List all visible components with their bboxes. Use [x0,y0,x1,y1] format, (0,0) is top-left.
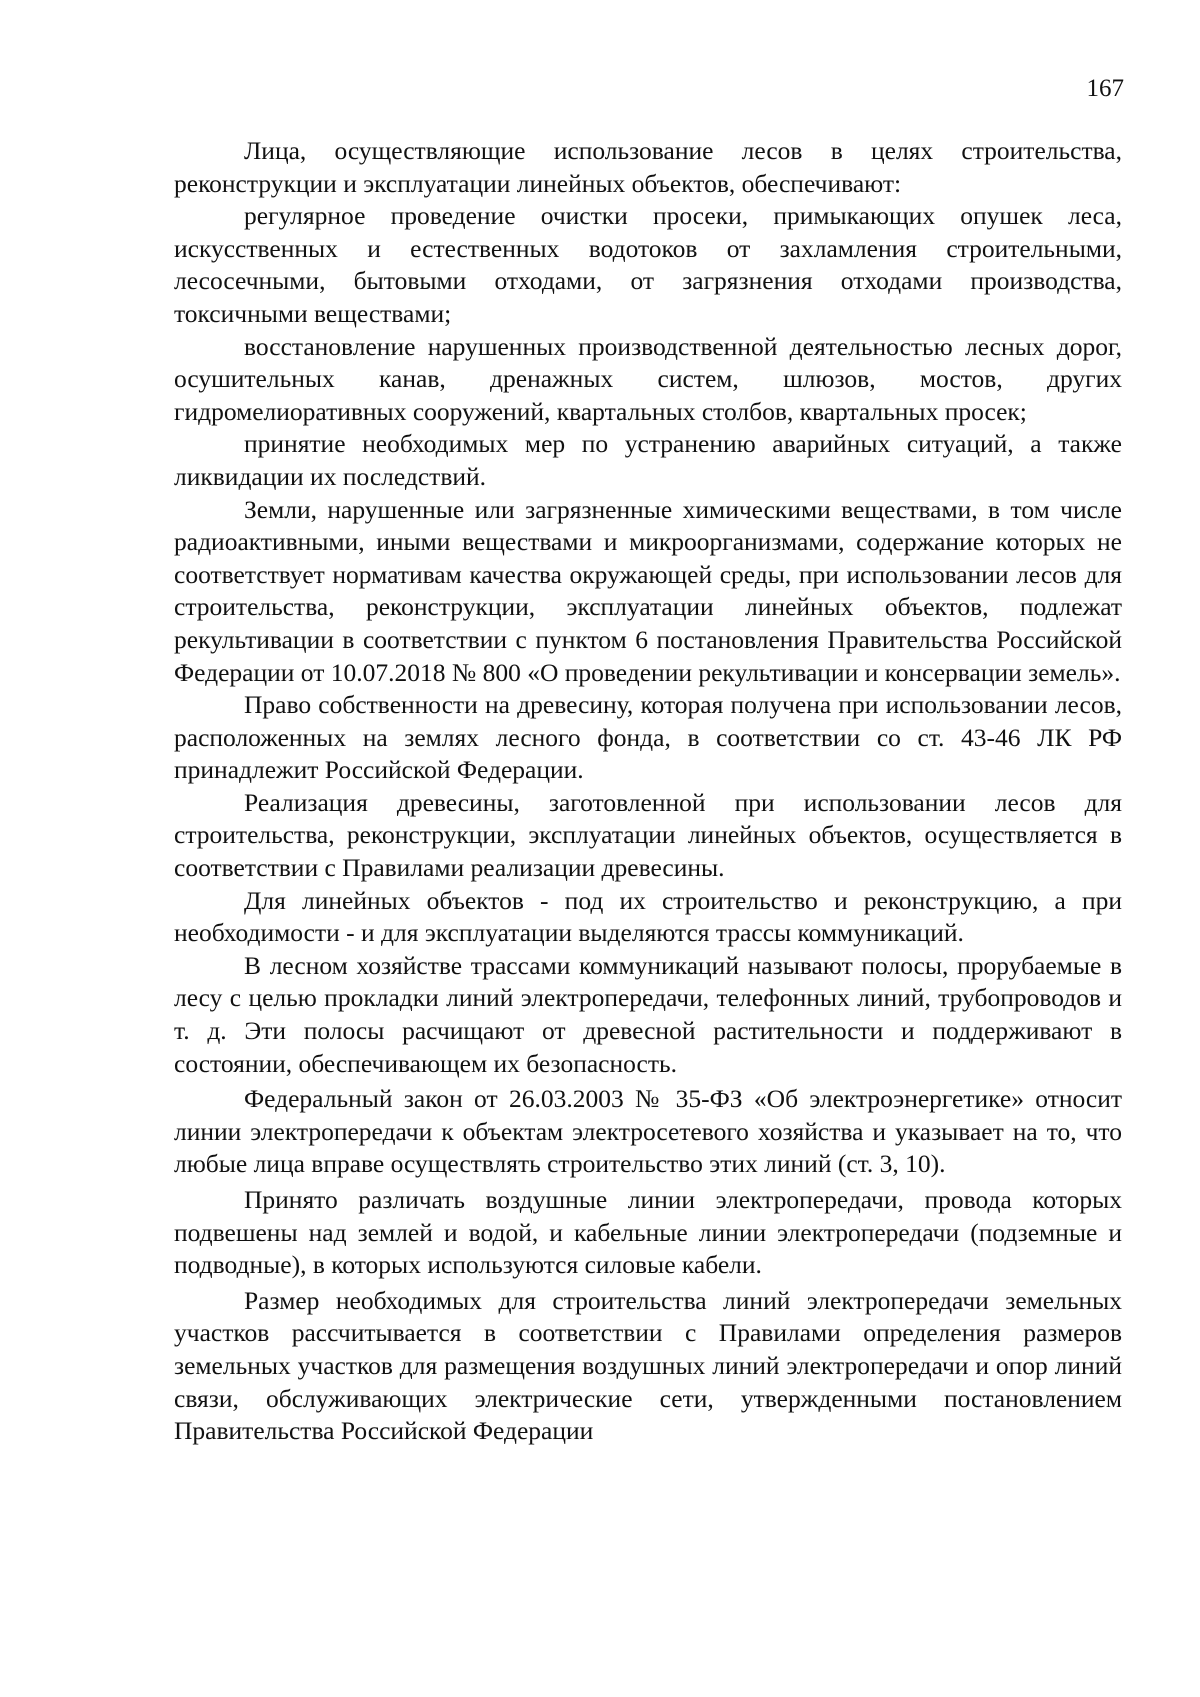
paragraph-linear-objects-duties: Лица, осуществляющие использование лесов в целях строительства, реконструкции и эксплуатации линейных объектов, обеспечивают: [174,136,1122,198]
paragraph-routes-definition: В лесном хозяйстве трассами коммуникаций называют полосы, прорубаемые в лесу с целью прокладки линий электропередачи, телефонных линий, трубопроводов и т. д. Эти полосы расчищают от древесной растительности и поддерживают в состоянии, обеспечивающем их безопасность. [174,950,1122,1078]
paragraph-land-recultivation: Земли, нарушенные или загрязненные химическими веществами, в том числе радиоактивными, иными веществами и микроорганизмами, содержание которых не соответствует нормативам качества окружающей среды, при использовании лесов для строительства, реконструкции, эксплуатации линейных объектов, подлежат рекультивации в соответствии с пунктом 6 постановления Правительства Российской Федерации от 10.07.2018 № 800 «О проведении рекультивации и консервации земель». [174,494,1122,687]
paragraph-restoration-duty: восстановление нарушенных производственной деятельностью лесных дорог, осушительных канав, дренажных систем, шлюзов, мостов, других гидромелиоративных сооружений, квартальных столбов, квартальных просек; [174,331,1122,426]
paragraph-clearing-duty: регулярное проведение очистки просеки, примыкающих опушек леса, искусственных и естественных водотоков от захламления строительными, лесосечными, бытовыми отходами, от загрязнения отходами производства, токсичными веществами; [174,201,1122,328]
paragraph-federal-law: Федеральный закон от 26.03.2003 № 35-ФЗ «Об электроэнергетике» относит линии электропередачи к объектам электросетевого хозяйства и указывает на то, что любые лица вправе осуществлять строительство этих линий (ст. 3, 10). [174,1084,1122,1179]
paragraph-land-plot-size: Размер необходимых для строительства линий электропередачи земельных участков рассчитывается в соответствии с Правилами определения размеров земельных участков для размещения воздушных линий электропередачи и опор линий связи, обслуживающих электрические сети, утвержденными постановлением Правительства Российской Федерации [174,1285,1122,1446]
paragraph-communication-routes: Для линейных объектов - под их строительство и реконструкцию, а при необходимости - и для эксплуатации выделяются трассы коммуникаций. [174,885,1122,948]
page-number: 167 [1086,75,1124,102]
body-text [174,135,1122,1448]
paragraph-emergency-duty: принятие необходимых мер по устранению аварийных ситуаций, а также ликвидации их последствий. [174,429,1122,491]
paragraph-timber-ownership: Право собственности на древесину, которая получена при использовании лесов, расположенных на землях лесного фонда, в соответствии со ст. 43-46 ЛК РФ принадлежит Российской Федерации. [174,690,1122,785]
paragraph-timber-sale: Реализация древесины, заготовленной при использовании лесов для строительства, реконструкции, эксплуатации линейных объектов, осуществляется в соответствии с Правилами реализации древесины. [174,787,1122,883]
paragraph-line-types: Принято различать воздушные линии электропередачи, провода которых подвешены над землей и водой, и кабельные линии электропередачи (подземные и подводные), в которых используются силовые кабели. [174,1185,1122,1280]
